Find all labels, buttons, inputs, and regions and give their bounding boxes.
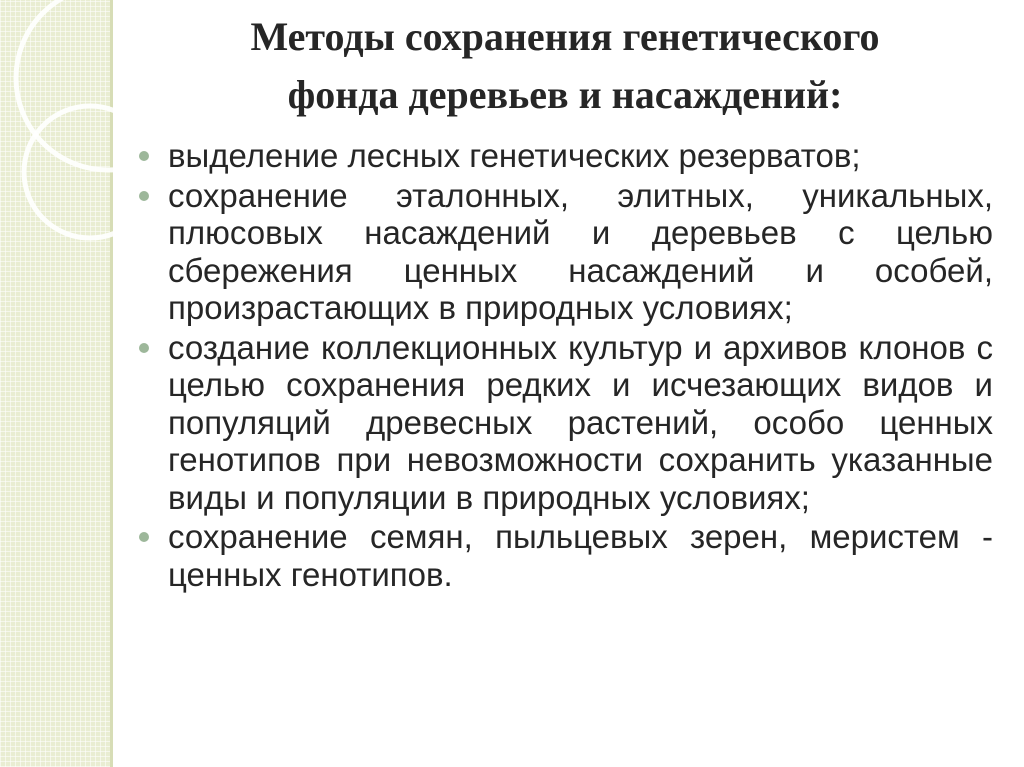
bullet-dot-icon (139, 151, 149, 161)
slide-title-line-1: Методы сохранения генетического (250, 14, 880, 59)
bullet-item (135, 518, 993, 593)
bullet-dot-icon (139, 532, 149, 542)
slide-title-line-2: фонда деревьев и насаждений: (287, 72, 843, 117)
bullet-text: создание коллекционных культур и архивов клонов с целью сохранения редких и исчезающих видов и популяций древесных растений, особо ценных генотипов при невозможности сохранить указанные виды и популяции в природных условиях; (168, 328, 993, 516)
bullet-item (135, 137, 993, 175)
bullet-list (135, 137, 993, 593)
bullet-text: сохранение семян, пыльцевых зерен, меристем - ценных генотипов. (168, 518, 993, 593)
bullet-dot-icon (139, 191, 149, 201)
bullet-item (135, 329, 993, 517)
slide-title (150, 8, 980, 124)
decorative-side-panel (0, 0, 110, 767)
bullet-dot-icon (139, 343, 149, 353)
bullet-text: выделение лесных генетических резерватов; (168, 137, 861, 174)
side-panel-border (110, 0, 113, 767)
bullet-text: сохранение эталонных, элитных, уникальных, плюсовых насаждений и деревьев с целью сбережения ценных насаждений и особей, произрастающих в природных условиях; (168, 176, 993, 326)
bullet-item (135, 177, 993, 327)
